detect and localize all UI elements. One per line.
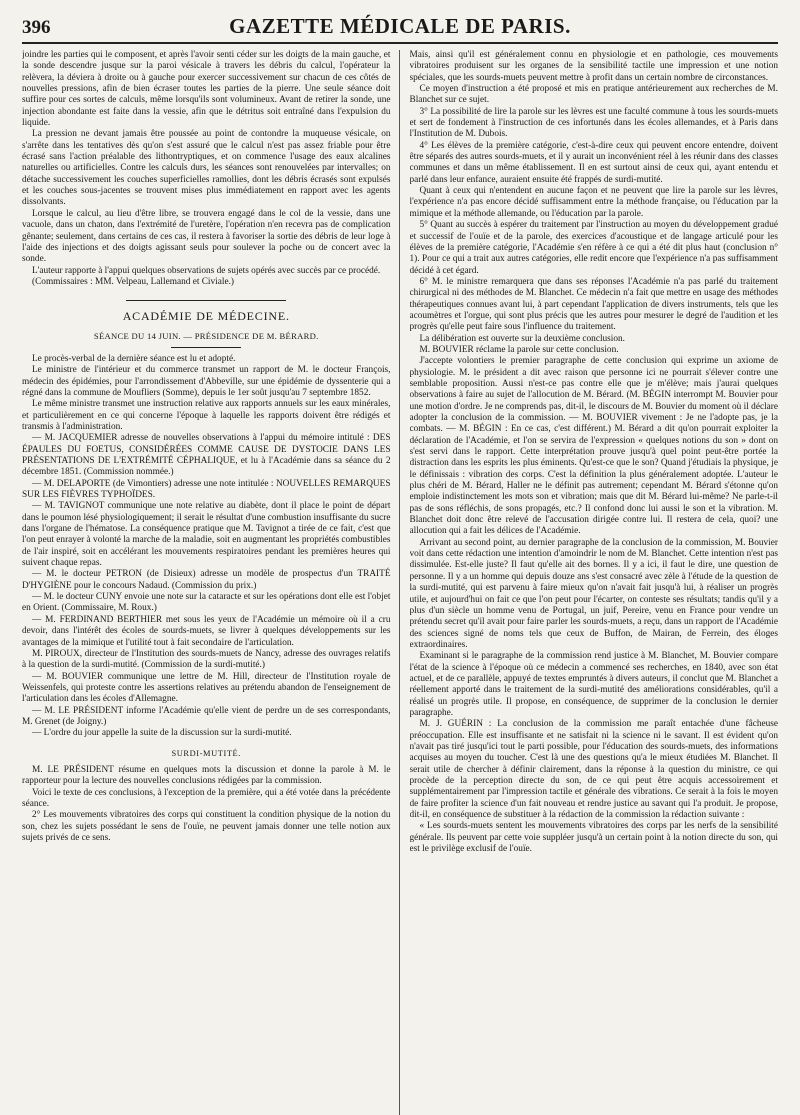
paragraph: 6° M. le ministre remarquera que dans ses réponses l'Académie n'a pas parlé du traitement chirurgical ni des méthodes de M. Blanchet. Ce médecin n'a fait que mettre en usage des méthodes thérapeutiques connues avant lui, à part cependant l'application de divers instruments, tels que les acoumètres et l'orgue, qui sont plus précis que les autres pour mesurer le degré de l'audition et les progrès qu'elle peut faire sous l'influence du traitement. [409,276,778,333]
masthead [22,14,778,44]
paragraph: — M. le docteur PETRON (de Disieux) adresse un modèle de prospectus d'un TRAITÉ D'HYGIÈNE pour le concours Nadaud. (Commission du prix.) [22,569,391,591]
paragraph: « Les sourds-muets sentent les mouvements vibratoires des corps par les nerfs de la sensibilité générale. Ils peuvent par cette voie suppléer jusqu'à un certain point à la notion directe du son, qui est le privilège exclusif de l'ouïe. [409,821,778,855]
paragraph: M. J. GUÉRIN : La conclusion de la commission me paraît entachée d'une fâcheuse préoccupation. Elle est insuffisante et ne satisfait ni la science ni le savant. Il est évident qu'on n'avait pas tiré jusqu'ici tout le parti possible, pour l'éducation des sourds-muets, des informations acquises au moyen du toucher. C'est là une des questions qu'a le mieux étudiées M. Blanchet. Il serait utile de chercher à définir clairement, dans la réponse à la question du ministre, ce qui procède de la perception directe du son, de ce qui peut être acquis accessoirement et supplémentairement par l'impression tactile et générale des vibrations. Ce serait à la fois le moyen de faire profiter la science d'un fait nouveau et rendre justice au savant qui l'a produit. Je propose, dit-il, en conséquence de substituer à la rédaction de la commission la rédaction suivante : [409,719,778,821]
paragraph: Lorsque le calcul, au lieu d'être libre, se trouvera engagé dans le col de la vessie, dans une vacuole, dans un chaton, dans l'extrémité de l'uretère, l'opération n'en recevra pas de complication gênante; seulement, dans certains de ces cas, il restera à favoriser la sortie des débris de leur loge à l'aide des injections et des doigts agissant seuls pour soulever la poche ou de concert avec la sonde. [22,208,391,265]
journal-title: GAZETTE MÉDICALE DE PARIS. [229,14,571,38]
paragraph: Quant à ceux qui n'entendent en aucune façon et ne peuvent que lire la parole sur les lèvres, l'expérience n'a pas encore décidé suffisamment entre la méthode française, ou l'éducation par la mimique et la méthode allemande, ou l'éducation par la parole. [409,186,778,219]
columns [22,50,778,1115]
paragraph: M. PIROUX, directeur de l'Institution des sourds-muets de Nancy, adresse des ouvrages relatifs à la question de la surdi-mutité. (Commission de la surdi-mutité.) [22,648,391,671]
paragraph: — M. BOUVIER communique une lettre de M. Hill, directeur de l'Institution royale de Weissenfels, qui proteste contre les assertions relatives au prétendu abandon de l'enseignement de l'articulation dans les écoles d'Allemagne. [22,671,391,705]
paragraph: — M. LE PRÉSIDENT informe l'Académie qu'elle vient de perdre un de ses correspondants, M. Grenet (de Joigny.) [22,705,391,727]
paragraph: L'auteur rapporte à l'appui quelques observations de sujets opérés avec succès par ce procédé. [32,265,381,276]
paragraph: 4° Les élèves de la première catégorie, c'est-à-dire ceux qui peuvent encore entendre, doivent être séparés des autres sourds-muets, et il y aurait un inconvénient réel à les réunir dans des classes communes et dans un même établissement. Il en est surtout ainsi de ceux qui, ayant entendu et parlé dans leur enfance, auraient ensuite été frappés de surdi-mutité. [409,140,778,185]
section-divider [126,300,286,301]
session-line: SÉANCE DU 14 JUIN. — PRÉSIDENCE DE M. BÉRARD. [22,331,391,348]
paragraph: Examinant si le paragraphe de la commission rend justice à M. Blanchet, M. Bouvier compare l'état de la science à l'époque où ce médecin a commencé ses recherches, en 1840, avec son état actuel, et de ce parallèle, appuyé de textes empruntés à divers auteurs, il conclut que M. Blanchet a réellement apporté dans le traitement de la surdi-mutité des améliorations considérables, qu'il a réalisé un progrès utile. Il propose, en conséquence, de supprimer de la conclusion le dernier paragraphe. [409,651,778,718]
paragraph: Le même ministre transmet une instruction relative aux rapports annuels sur les eaux minérales, et particulièrement en ce qui concerne l'époque à laquelle les rapports doivent être rédigés et transmis à l'administration. [22,399,391,432]
paragraph: — L'ordre du jour appelle la suite de la discussion sur la surdi-mutité. [32,728,292,739]
paragraph: Le ministre de l'intérieur et du commerce transmet un rapport de M. le docteur François, médecin des épidémies, pour l'arrondissement d'Abbeville, sur une épidémie de dyssenterie qui a régné dans la commune de Moufliers (Somme), depuis le 1er soût jusqu'au 7 septembre 1852. [22,365,391,398]
paragraph: M. BOUVIER réclame la parole sur cette conclusion. [419,344,619,355]
paragraph: Voici le texte de ces conclusions, à l'exception de la première, qui a été votée dans la précédente séance. [22,787,391,809]
paragraph: Mais, ainsi qu'il est généralement connu en physiologie et en pathologie, ces mouvements vibratoires produisent sur les organes de la sensibilité tactile une impression et une notion spéciales, que les sourds-muets peuvent mettre à profit dans un certain nombre de circonstances. [409,50,778,83]
paragraph: — M. DELAPORTE (de Vimontiers) adresse une note intitulée : NOUVELLES REMARQUES SUR LES FIÈVRES TYPHOÏDES. [22,478,391,501]
paragraph: 2° Les mouvements vibratoires des corps qui constituent la condition physique de la notion du son, chez les sujets possédant le sens de l'ouïe, ne peuvent jamais donner une telle notion aux sujets privés de ce sens. [22,810,391,843]
left-column [22,50,400,1115]
paragraph: Arrivant au second point, au dernier paragraphe de la conclusion de la commission, M. Bouvier voit dans cette rédaction une intention d'amoindrir le nom de M. Blanchet. Cette intention n'est pas dissimulée. Est-elle juste? Il faut qu'elle ait des bornes. Il y a ici, il faut le dire, une question de personne. Il y a un homme qui depuis douze ans s'est consacré avec zèle à l'étude de la question de la surdi-mutité, qui est parvenu à faire mieux qu'on n'avait fait jusqu'à lui, à réaliser un progrès utile, et aujourd'hui on fait ce que l'on peut pour l'écarter, on conteste ses résultats; tandis qu'il y a plus d'un siècle un homme venu de Portugal, un juif, Pereire, venu en France pour vendre un prétendu secret qu'il avait pour faire parler les sourds-muets, a reçu, dans un rapport de l'Académie des sciences signé de noms tels que ceux de Buffon, de Mairan, de Ferrein, des éloges extraordinaires. [409,537,778,650]
paragraph: joindre les parties qui le composent, et après l'avoir senti céder sur les doigts de la main gauche, et la sonde descendre jusque sur la paroi vésicale à travers les débris du calcul, l'opérateur la relèvera, la déviera à droite ou à gauche pour exercer successivement sur chacun de ces côtés de nouvelles pressions, afin de bien écraser toutes les parties de la pierre. Une seule séance doit suffire pour ces sortes de calculs, même lorsqu'ils sont volumineux. Avant de retirer la sonde, une injection abondante est faite dans la vessie, afin que le détritus soit entraîné dans l'expulsion du liquide. [22,50,391,129]
paragraph: M. LE PRÉSIDENT résume en quelques mots la discussion et donne la parole à M. le rapporteur pour la lecture des nouvelles conclusions rédigées par la commission. [22,764,391,787]
paragraph: 5° Quant au succès à espérer du traitement par l'instruction au moyen du développement gradué et successif de l'ouïe et de la parole, des exercices d'acoustique et de langage articulé pour les élèves de la première catégorie, l'Académie s'en réfère à ce qui a été dit plus haut (conclusion n° 1). Pour ce qui a trait aux autres catégories, elle redit encore que l'expérience n'a pas suffisamment décidé à cet égard. [409,220,778,276]
paragraph: — M. FERDINAND BERTHIER met sous les yeux de l'Académie un mémoire où il a cru devoir, dans l'intérêt des écoles de sourds-muets, se livrer à quelques développements sur les avantages de la mimique et l'utilité tout à fait secondaire de l'articulation. [22,614,391,648]
paragraph: La délibération est ouverte sur la deuxième conclusion. [419,333,625,344]
academy-heading: ACADÉMIE DE MÉDECINE. [122,309,290,324]
paragraph: — M. TAVIGNOT communique une note relative au diabète, dont il place le point de départ dans le poumon lésé physiologiquement; il serait le résultat d'une combustion insuffisante du sucre dans l'organe de l'hématose. La conséquence pratique que M. Tavignot a tirée de ce fait, c'est que l'on peut enrayer à volonté la marche de la maladie, soit en augmentant les propriétés combustibles de l'air inspiré, soit en accélérant les mouvements respiratoires pendant les premières heures qui suivent chaque repas. [22,501,391,569]
paragraph: 3° La possibilité de lire la parole sur les lèvres est une faculté commune à tous les sourds-muets et sert de fondement à l'instruction de ces infortunés dans les écoles allemandes, et à Paris dans l'Institution de M. Dubois. [409,106,778,140]
commissioners-note: (Commissaires : MM. Velpeau, Lallemand et Civiale.) [32,276,234,287]
paragraph: Ce moyen d'instruction a été proposé et mis en pratique antérieurement aux recherches de M. Blanchet sur ce sujet. [409,84,778,106]
paragraph: La pression ne devant jamais être poussée au point de contondre la muqueuse vésicale, on s'arrête dans les tentatives dès qu'on s'est assuré que le calcul n'est pas assez friable pour être écrasé sans l'action préalable des lithontryptiques, et on commence l'usage des eaux alcalines naturelles ou artificielles. Contre les calculs durs, les séances sont renouvelées par intervalles; on détache successivement les couches superficielles ramollies, dont les débris écrasés sont expulsés et les couches sous-jacentes se trouvent mises plus immédiatement en rapport avec les agents dissolvants. [22,129,391,208]
page-number: 396 [22,17,51,38]
paragraph: Le procès-verbal de la dernière séance est lu et adopté. [32,353,236,364]
subsection-heading: SURDI-MUTITÉ. [171,748,241,758]
right-column [410,50,779,1115]
paragraph: J'accepte volontiers le premier paragraphe de cette conclusion qui exprime un axiome de physiologie. M. le président a dit avec raison que personne ici ne pourrait s'élever contre une semblable proposition. Aussi n'est-ce pas contre elle que je m'élève; mais j'aurai quelques observations à faire au sujet de l'allocution de M. Bérard. (M. BÉGIN interrompt M. Bouvier pour une motion d'ordre. Je ne comprends pas, dit-il, le discours de M. Bouvier du moment où il déclare adopter la conclusion de la commission. — M. BOUVIER vivement : Je ne l'adopte pas, je la combats. — M. BÉGIN : En ce cas, c'est différent.) M. Bérard a dit qu'on pourrait exploiter la déclaration de l'Académie, et l'on se servira de l'expression « quelques notions du son » dont on s'est servi dans le rapport. Cette interprétation prouve jusqu'à quel point peut-être portée la distraction dans les esprits les plus éminents. Qu'est-ce que le son? Quand j'étudiais la physique, je le définissais : vibration des corps. C'est la définition la plus généralement adoptée. L'auteur le plus chéri de M. Bérard, Haller ne le définit pas autrement; cependant M. Bérard s'étonne qu'on emploie indistinctement les mots son et vibration; mais que dit M. Bérard lui-même? Ne parle-t-il pas de sons réfléchis, de sons propagés, etc.? Il confond donc lui aussi le son et la vibration. M. Blanchet doit donc être relevé de l'accusation dirigée contre lui. Il restera de cela, quoi? une allocution qui a fait les délices de l'Académie. [409,356,778,537]
paragraph: — M. JACQUEMIER adresse de nouvelles observations à l'appui du mémoire intitulé : DES ÉPAULES DU FOETUS, CONSIDÉRÉES COMME CAUSE DE DYSTOCIE DANS LES PRÉSENTATIONS DE L'EXTRÉMITÉ CÉPHALIQUE, et lu à l'Académie dans sa séance du 2 décembre 1851. (Commission nommée.) [22,433,391,478]
paragraph: — M. le docteur CUNY envoie une note sur la cataracte et sur les opérations dont elle est l'objet en Orient. (Commissaire, M. Roux.) [22,592,391,614]
